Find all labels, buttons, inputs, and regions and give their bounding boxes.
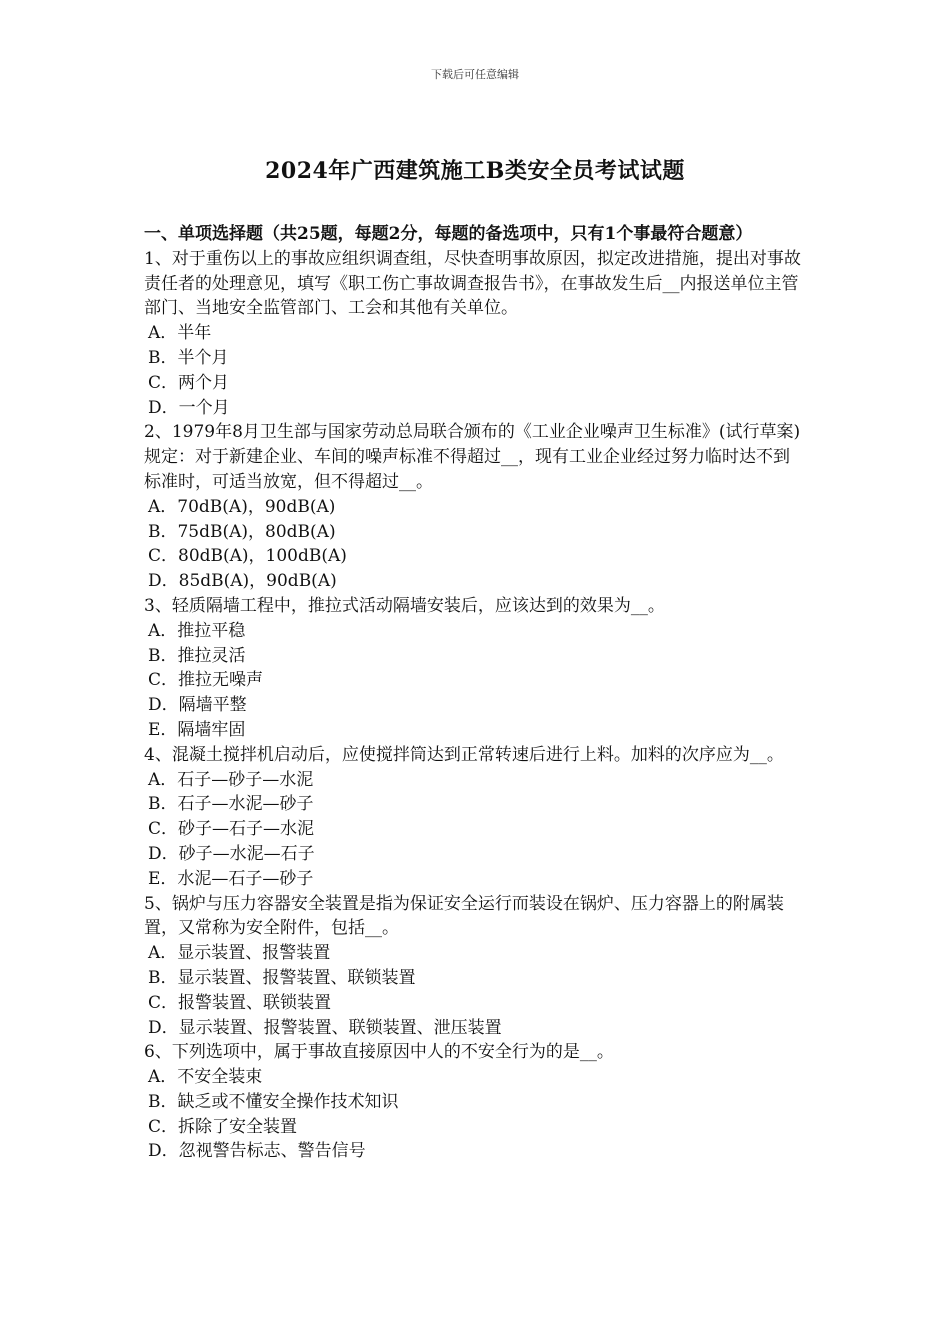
answer-option: A．推拉平稳 xyxy=(148,620,246,641)
question-text: 1、对于重伤以上的事故应组织调查组，尽快查明事故原因，拟定改进措施，提出对事故责任者的处理意见，填写《职工伤亡事故调查报告书》，在事故发生后__内报送单位主管部门、当地安全监管部门、工会和其他有关单位。 xyxy=(144,248,801,319)
question-text: 2、1979年8月卫生部与国家劳动总局联合颁布的《工业企业噪声卫生标准》(试行草案)规定：对于新建企业、车间的噪声标准不得超过__，现有工业企业经过努力临时达不到标准时，可适当放宽，但不得超过__。 xyxy=(144,422,801,492)
answer-option: B．石子—水泥—砂子 xyxy=(148,794,314,815)
answer-option: A．石子—砂子—水泥 xyxy=(148,769,314,790)
answer-option: D．隔墙平整 xyxy=(148,695,247,716)
answer-option: C．报警装置、联锁装置 xyxy=(148,992,332,1013)
answer-option: D．显示装置、报警装置、联锁装置、泄压装置 xyxy=(148,1017,502,1038)
answer-option: D．85dB(A)，90dB(A) xyxy=(148,571,337,592)
answer-option: D．一个月 xyxy=(148,397,230,418)
header-note: 下载后可任意编辑 xyxy=(431,68,519,81)
answer-option: B．缺乏或不懂安全操作技术知识 xyxy=(148,1091,399,1112)
question-text: 4、混凝土搅拌机启动后，应使搅拌筒达到正常转速后进行上料。加料的次序应为__。 xyxy=(144,744,784,765)
answer-option: C．拆除了安全装置 xyxy=(148,1116,298,1137)
question-text: 6、下列选项中，属于事故直接原因中人的不安全行为的是__。 xyxy=(144,1042,614,1063)
answer-option: D．忽视警告标志、警告信号 xyxy=(148,1141,366,1162)
answer-option: B．显示装置、报警装置、联锁装置 xyxy=(148,967,416,988)
answer-option: C．推拉无噪声 xyxy=(148,670,264,691)
answer-option: A．显示装置、报警装置 xyxy=(148,943,331,964)
question-text: 3、轻质隔墙工程中，推拉式活动隔墙安装后，应该达到的效果为__。 xyxy=(144,595,665,616)
answer-option: C．80dB(A)，100dB(A) xyxy=(148,546,347,567)
answer-option: B．推拉灵活 xyxy=(148,645,246,666)
document-title: 2024年广西建筑施工B类安全员考试试题 xyxy=(265,158,685,184)
question-text: 5、锅炉与压力容器安全装置是指为保证安全运行而装设在锅炉、压力容器上的附属装置，又常称为安全附件，包括__。 xyxy=(144,893,784,939)
answer-option: B．75dB(A)，80dB(A) xyxy=(148,521,336,542)
answer-option: C．砂子—石子—水泥 xyxy=(148,819,315,840)
answer-option: B．半个月 xyxy=(148,347,229,368)
answer-option: A．不安全装束 xyxy=(148,1067,263,1088)
document-body xyxy=(144,222,806,1164)
answer-option: E．水泥—石子—砂子 xyxy=(148,868,314,889)
answer-option: D．砂子—水泥—石子 xyxy=(148,843,315,864)
section-heading: 一、单项选择题（共25题，每题2分，每题的备选项中，只有1个事最符合题意） xyxy=(144,224,753,244)
answer-option: C．两个月 xyxy=(148,372,230,393)
answer-option: E．隔墙牢固 xyxy=(148,719,246,740)
answer-option: A．半年 xyxy=(148,323,212,344)
answer-option: A．70dB(A)，90dB(A) xyxy=(148,496,336,517)
